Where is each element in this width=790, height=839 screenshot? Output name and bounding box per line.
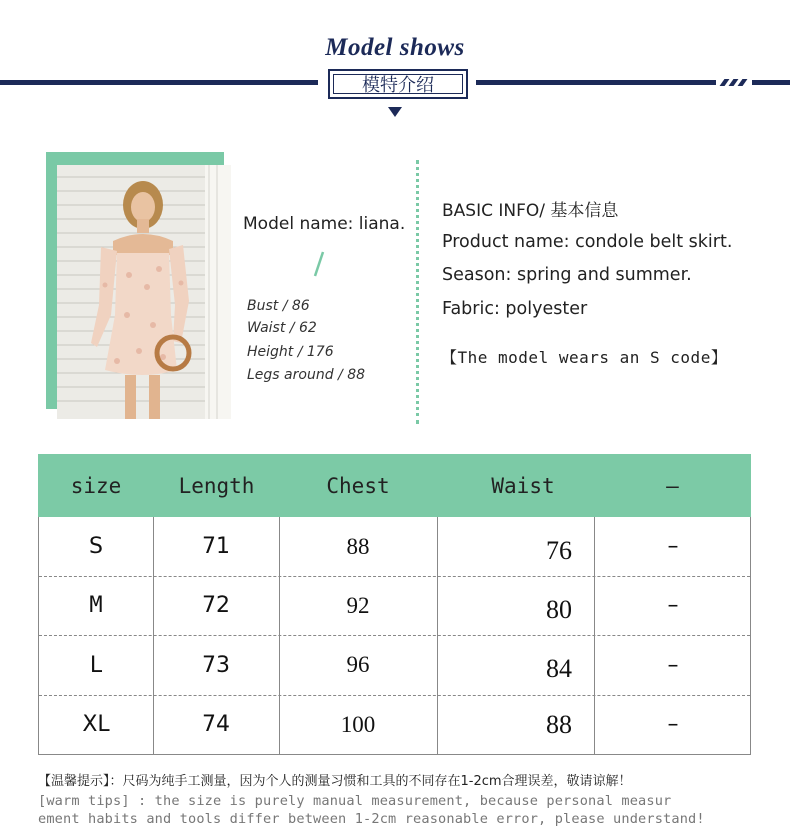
header-rule-end [752,80,790,85]
header-rule-right [476,80,716,85]
header-chest: Chest [326,473,390,498]
cell-chest: 92 [346,592,370,618]
cell-length: 71 [202,534,230,559]
cell-waist: 84 [546,654,572,683]
cell-chest: 88 [346,533,370,559]
cell-size: S [89,534,103,559]
header-extra: – [666,473,679,498]
tip-chinese: 【温馨提示】：尺码为纯手工测量，因为个人的测量习惯和工具的不同存在1-2cm合理误差，敬请谅解！ [38,774,632,789]
cell-size: M [89,593,103,618]
header-length: Length [178,473,255,498]
measurement-waist: Waist ∕ 62 [247,320,317,336]
section-subtitle: 模特介绍 [333,74,463,94]
header-rule-left [0,80,318,85]
model-name-label: Model name: [243,214,359,234]
size-table-body [38,517,751,755]
tip-english-line2: ement habits and tools differ between 1-2cm reasonable error, please understand! [38,811,705,827]
cell-chest: 96 [346,652,370,677]
measurement-height: Height ∕ 176 [247,344,334,360]
header-waist: Waist [491,473,555,498]
cell-length: 74 [202,712,230,737]
model-name-value: liana. [358,214,406,234]
cell-length: 72 [202,593,230,618]
cell-size: L [89,652,103,678]
basic-info-heading: BASIC INFO/ 基本信息 [442,201,619,221]
header-size: size [70,473,122,498]
season: Season: spring and summer. [442,265,692,285]
cell-size: XL [82,712,110,737]
size-table-header [38,454,751,517]
cell-waist: 76 [546,535,572,565]
cell-length: 73 [202,652,230,678]
measurement-bust: Bust ∕ 86 [247,298,310,314]
cell-extra: – [667,712,679,737]
cell-extra: – [667,652,679,678]
fabric: Fabric: polyester [442,299,588,319]
cell-extra: – [667,593,679,618]
divider-slash-icon [312,250,326,280]
model-wears-note: 【The model wears an S code】 [441,348,728,367]
product-name: Product name: condole belt skirt. [442,232,733,252]
cell-extra: – [667,534,679,559]
cell-chest: 100 [340,711,376,737]
triangle-down-icon [388,107,402,117]
measurement-legs: Legs around ∕ 88 [247,367,366,383]
subtitle-box [328,69,468,99]
tip-english-line1: [warm tips] : the size is purely manual measurement, because personal measur [38,793,672,809]
model-photo [57,165,231,419]
cell-waist: 88 [546,709,572,739]
header-stripe [738,79,748,86]
model-name [243,214,405,234]
dotted-divider [416,160,419,424]
cell-waist: 80 [546,594,572,624]
section-title: Model shows [325,34,465,61]
